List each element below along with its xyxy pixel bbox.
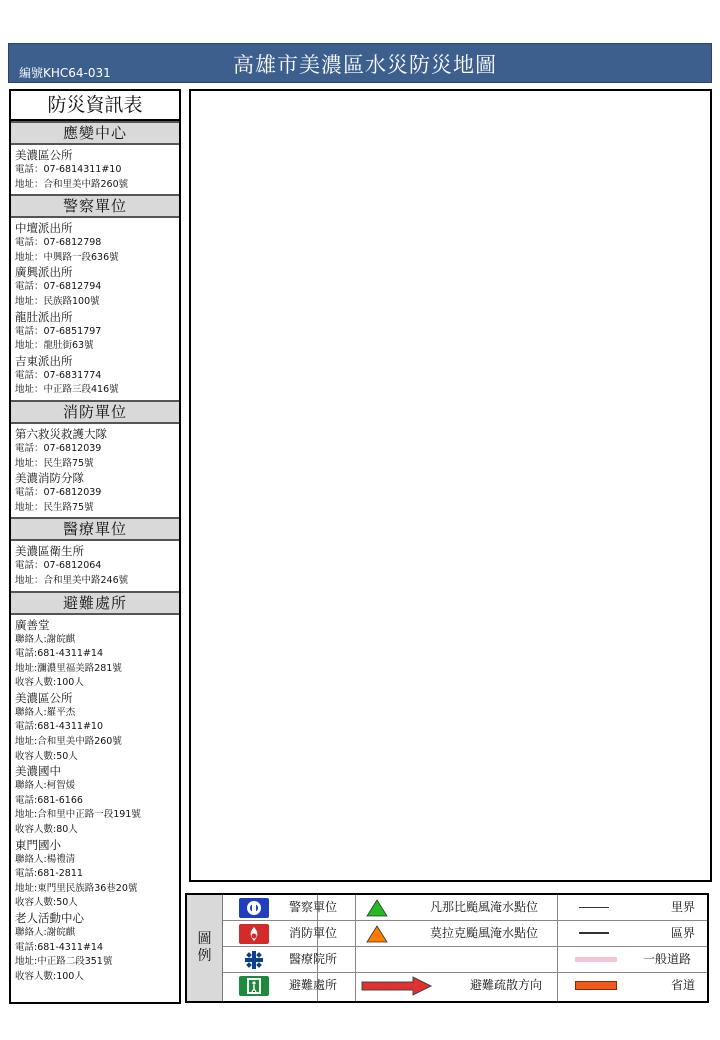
entry-detail: 電話:681-4311#10 — [15, 721, 103, 733]
legend-row — [223, 973, 707, 999]
entry-name: 東門國小 — [15, 837, 61, 852]
info-sections — [11, 121, 179, 986]
entry-name: 廣善堂 — [15, 617, 50, 632]
police-icon — [239, 898, 269, 918]
entry-detail: 電話：07-6812794 — [15, 281, 102, 293]
legend-medical-label: 醫療院所 — [289, 952, 338, 966]
entry-detail: 收容人數:80人 — [15, 824, 78, 836]
entry-detail: 電話：07-6812798 — [15, 237, 102, 249]
legend-provincial-road-label: 省道 — [671, 978, 696, 992]
general-road-line — [575, 957, 617, 962]
header-bar — [8, 43, 712, 83]
entry-detail: 地址:合和里美中路260號 — [15, 736, 122, 748]
legend-label-top: 圖 — [197, 931, 212, 947]
entry-name: 中壇派出所 — [15, 221, 73, 236]
entry-detail: 地址:瀰濃里福美路281號 — [15, 662, 122, 674]
shelter-icon — [239, 976, 269, 996]
section-body — [11, 218, 179, 400]
entry-name: 第六救災救護大隊 — [15, 426, 107, 441]
legend-row — [223, 921, 707, 947]
section-heading: 警察單位 — [11, 194, 179, 218]
provincial-road-line — [575, 981, 617, 990]
entry-detail: 電話:681-4311#14 — [15, 941, 103, 953]
village-boundary-line — [579, 907, 609, 908]
map-code: 編號KHC64-031 — [19, 66, 111, 80]
info-table-title: 防災資訊表 — [11, 91, 179, 121]
medical-icon — [239, 950, 269, 970]
legend-district-label: 區界 — [671, 926, 696, 940]
legend-label — [187, 895, 223, 1001]
entry-detail: 電話:681-2811 — [15, 868, 83, 880]
section-body — [11, 615, 179, 987]
entry-name: 美濃消防分隊 — [15, 471, 84, 486]
entry-detail: 電話:681-6166 — [15, 794, 83, 806]
fire-department-icon — [239, 924, 269, 944]
entry-name: 美濃區衛生所 — [15, 544, 84, 559]
entry-detail: 電話：07-6812039 — [15, 487, 102, 499]
entry-detail: 地址：中正路三段416號 — [15, 384, 119, 396]
entry-detail: 地址:東門里民族路36巷20號 — [15, 882, 138, 894]
entry-name: 廣興派出所 — [15, 265, 73, 280]
entry-name: 老人活動中心 — [15, 911, 84, 925]
legend-morakot-label: 莫拉克颱風淹水點位 — [430, 926, 539, 940]
legend-fanapi-label: 凡那比颱風淹水點位 — [430, 900, 539, 914]
district-boundary-line — [579, 932, 609, 934]
info-table — [9, 89, 181, 1004]
entry-detail: 地址：民生路75號 — [15, 457, 94, 469]
section-heading: 避難處所 — [11, 591, 179, 615]
legend-row — [223, 947, 707, 973]
entry-detail: 電話：07-6814311#10 — [15, 164, 122, 175]
entry-name: 美濃區公所 — [15, 690, 73, 705]
entry-detail: 收容人數:100人 — [15, 677, 84, 689]
entry-detail: 電話:681-4311#14 — [15, 648, 103, 660]
section-body — [11, 424, 179, 517]
page-title: 高雄市美濃區水災防災地圖 — [233, 53, 497, 77]
entry-detail: 地址:合和里中正路一段191號 — [15, 809, 141, 821]
section-body — [11, 145, 179, 194]
entry-detail: 地址：中興路一段636號 — [15, 251, 119, 263]
entry-name: 吉東派出所 — [15, 353, 73, 368]
legend-shelter-label: 避難處所 — [289, 978, 338, 992]
entry-detail: 聯絡人:謝皖麒 — [15, 633, 76, 645]
entry-detail: 電話：07-6851797 — [15, 325, 102, 337]
entry-detail: 地址：民生路75號 — [15, 501, 94, 513]
entry-detail: 聯絡人:楊禮清 — [15, 853, 76, 865]
entry-detail: 電話：07-6812064 — [15, 560, 102, 572]
legend-evacuation-label: 避難疏散方向 — [470, 978, 543, 992]
entry-detail: 收容人數:50人 — [15, 750, 78, 762]
section-heading: 消防單位 — [11, 400, 179, 424]
entry-detail: 電話：07-6812039 — [15, 442, 102, 454]
entry-detail: 地址：合和里美中路246號 — [15, 574, 129, 586]
legend-general-road-label: 一般道路 — [643, 952, 692, 966]
section-heading: 醫療單位 — [11, 517, 179, 541]
entry-detail: 聯絡人:羅平杰 — [15, 706, 76, 718]
legend-village-label: 里界 — [671, 900, 696, 914]
entry-name: 美濃區公所 — [15, 148, 73, 162]
legend-fire-label: 消防單位 — [289, 926, 338, 940]
entry-detail: 電話：07-6831774 — [15, 369, 102, 381]
entry-name: 龍肚派出所 — [15, 309, 73, 324]
entry-detail: 收容人數:50人 — [15, 897, 78, 909]
section-body — [11, 541, 179, 590]
entry-detail: 聯絡人:柯智煖 — [15, 780, 76, 792]
map-area[interactable] — [189, 89, 712, 882]
legend-row — [223, 895, 707, 921]
legend-label-bottom: 例 — [197, 948, 212, 964]
entry-detail: 地址:中正路二段351號 — [15, 956, 113, 968]
legend — [185, 893, 709, 1003]
entry-detail: 地址：民族路100號 — [15, 295, 100, 307]
entry-detail: 地址：龍肚街63號 — [15, 340, 94, 352]
entry-name: 美濃國中 — [15, 764, 61, 779]
legend-police-label: 警察單位 — [289, 900, 338, 914]
entry-detail: 地址：合和里美中路260號 — [15, 178, 129, 190]
section-heading: 應變中心 — [11, 121, 179, 145]
entry-detail: 聯絡人:謝皖麒 — [15, 927, 76, 938]
entry-detail: 收容人數:100人 — [15, 970, 84, 982]
evacuation-arrow-icon — [361, 976, 433, 1001]
